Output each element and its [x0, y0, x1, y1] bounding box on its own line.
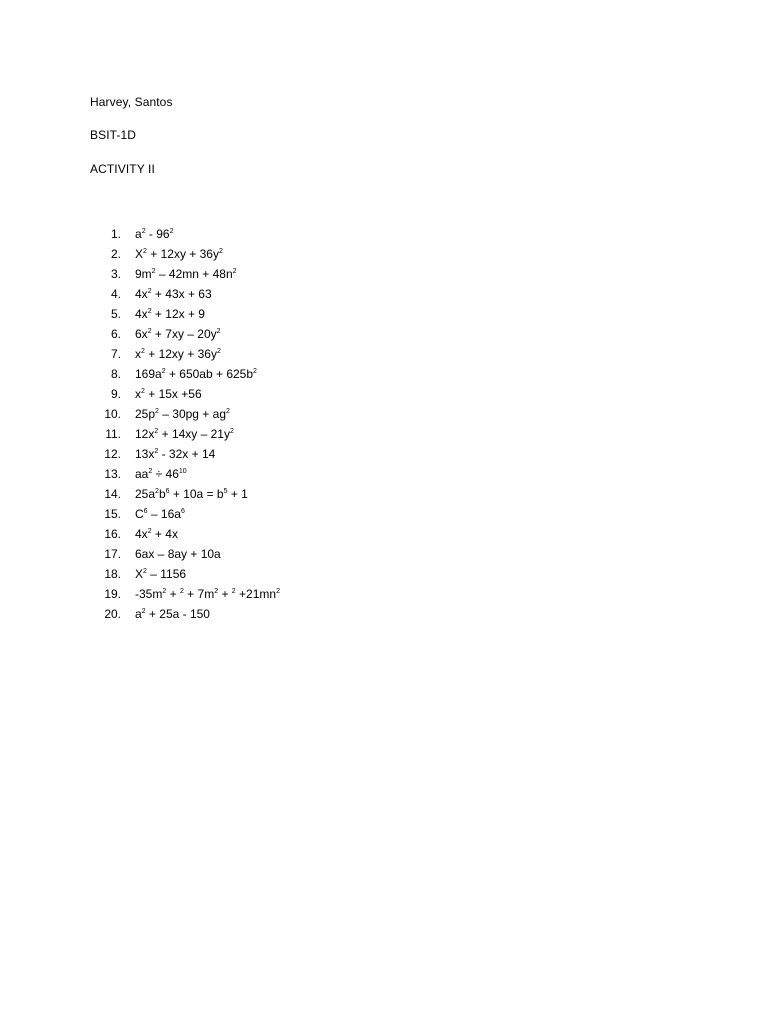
expression-term: 4x: [135, 287, 148, 301]
expression-term: + 7m: [183, 587, 215, 601]
problem-item: [90, 466, 590, 486]
exponent: 2: [141, 388, 145, 395]
expression-term: 25a: [135, 487, 156, 501]
problem-expression: [135, 286, 212, 302]
problem-expression: [135, 406, 230, 422]
problem-item: [90, 426, 590, 446]
problem-number: 2.: [110, 247, 121, 261]
activity-title: ACTIVITY II: [90, 162, 155, 176]
problem-number: 6.: [110, 327, 121, 341]
expression-term: + 12xy + 36y: [144, 347, 217, 361]
problem-expression: [135, 606, 210, 622]
expression-term: 9m: [135, 267, 152, 281]
expression-term: b: [158, 487, 166, 501]
expression-term: 4x: [135, 307, 148, 321]
expression-term: X: [135, 247, 144, 261]
expression-term: + 15x +56: [144, 387, 202, 401]
expression-term: + 10a = b: [169, 487, 224, 501]
problem-item: [90, 506, 590, 526]
expression-term: - 96: [145, 227, 170, 241]
expression-term: - 32x + 14: [158, 447, 216, 461]
expression-term: + 4x: [151, 527, 178, 541]
expression-term: aa: [135, 467, 149, 481]
problem-expression: [135, 426, 234, 442]
expression-term: – 16a: [147, 507, 181, 521]
problem-expression: [135, 246, 223, 262]
exponent: 2: [276, 588, 280, 595]
problem-item: [90, 326, 590, 346]
exponent: 2: [161, 368, 166, 375]
problem-expression: [135, 266, 237, 282]
exponent: 2: [141, 348, 145, 355]
problem-item: [90, 246, 590, 266]
expression-term: + 7xy – 20y: [151, 327, 217, 341]
problem-item: [90, 346, 590, 366]
expression-term: +21mn: [235, 587, 277, 601]
problem-expression: [135, 326, 221, 342]
problem-item: [90, 446, 590, 466]
exponent: 2: [226, 408, 230, 415]
exponent: 2: [147, 308, 152, 315]
problem-item: [90, 586, 590, 606]
problem-expression: [135, 386, 202, 402]
exponent: 2: [155, 488, 159, 495]
expression-term: +: [218, 587, 232, 601]
exponent: 2: [151, 268, 156, 275]
exponent: 2: [162, 588, 167, 595]
problem-item: [90, 566, 590, 586]
exponent: 2: [229, 428, 234, 435]
expression-term: x: [135, 387, 141, 401]
expression-term: + 12x + 9: [151, 307, 205, 321]
expression-term: + 12xy + 36y: [146, 247, 219, 261]
problem-number: 15.: [104, 507, 121, 521]
exponent: 2: [143, 568, 147, 575]
problem-number: 5.: [110, 307, 121, 321]
problem-number: 4.: [110, 287, 121, 301]
exponent: 6: [143, 508, 148, 515]
problem-number: 9.: [110, 387, 121, 401]
problem-number: 16.: [104, 527, 121, 541]
expression-term: X: [135, 567, 144, 581]
problem-number: 8.: [110, 367, 121, 381]
problem-number: 12.: [104, 447, 121, 461]
expression-term: 6ax – 8ay + 10a: [135, 547, 221, 561]
exponent: 2: [216, 348, 221, 355]
exponent: 2: [141, 608, 146, 615]
expression-term: ÷ 46: [152, 467, 179, 481]
exponent: 2: [169, 228, 174, 235]
section-label: BSIT-1D: [90, 128, 137, 142]
exponent: 5: [223, 488, 228, 495]
problem-number: 7.: [110, 347, 121, 361]
problem-number: 19.: [104, 587, 121, 601]
exponent: 2: [253, 368, 257, 375]
exponent: 2: [218, 248, 223, 255]
expression-term: – 42mn + 48n: [155, 267, 233, 281]
problem-item: [90, 386, 590, 406]
problem-number: 20.: [104, 607, 121, 621]
exponent: 2: [155, 408, 159, 415]
exponent: 2: [216, 328, 221, 335]
exponent: 2: [147, 528, 152, 535]
expression-term: 13x: [135, 447, 155, 461]
exponent: 2: [147, 288, 152, 295]
expression-term: 4x: [135, 527, 148, 541]
problem-expression: [135, 446, 215, 462]
problem-expression: [135, 506, 185, 522]
expression-term: 12x: [135, 427, 155, 441]
problem-item: [90, 486, 590, 506]
exponent: 2: [148, 468, 153, 475]
exponent: 2: [179, 588, 184, 595]
exponent: 2: [214, 588, 219, 595]
problem-item: [90, 226, 590, 246]
exponent: 2: [143, 248, 147, 255]
student-name: Harvey, Santos: [90, 95, 173, 109]
problem-number: 11.: [105, 427, 121, 441]
problem-item: [90, 546, 590, 566]
expression-term: – 30pg + ag: [158, 407, 226, 421]
expression-term: + 25a - 150: [145, 607, 210, 621]
problem-number: 1.: [110, 227, 121, 241]
problem-item: [90, 606, 590, 626]
expression-term: a: [135, 227, 142, 241]
problem-expression: [135, 586, 280, 602]
problem-item: [90, 266, 590, 286]
exponent: 2: [232, 268, 237, 275]
exponent: 2: [154, 428, 159, 435]
exponent: 10: [178, 468, 187, 475]
problem-expression: [135, 486, 248, 502]
problem-number: 13.: [104, 467, 121, 481]
exponent: 2: [154, 448, 159, 455]
problem-expression: [135, 526, 178, 542]
exponent: 6: [165, 488, 170, 495]
expression-term: + 43x + 63: [151, 287, 212, 301]
expression-term: -35m: [135, 587, 163, 601]
problem-item: [90, 286, 590, 306]
problem-expression: [135, 366, 257, 382]
problem-expression: [135, 566, 186, 582]
problem-number: 10.: [104, 407, 121, 421]
problem-number: 14.: [104, 487, 121, 501]
expression-term: a: [135, 607, 142, 621]
problem-expression: [135, 346, 221, 362]
problem-item: [90, 406, 590, 426]
problem-expression: [135, 546, 221, 562]
exponent: 6: [180, 508, 185, 515]
expression-term: – 1156: [146, 567, 187, 581]
exponent: 2: [141, 228, 146, 235]
problem-item: [90, 526, 590, 546]
problem-number: 3.: [110, 267, 121, 281]
problem-item: [90, 366, 590, 386]
expression-term: +: [166, 587, 180, 601]
expression-term: x: [135, 347, 141, 361]
problem-expression: [135, 226, 174, 242]
problem-number: 17.: [104, 547, 121, 561]
expression-term: + 1: [227, 487, 248, 501]
expression-term: + 14xy – 21y: [158, 427, 230, 441]
expression-term: C: [135, 507, 144, 521]
expression-term: + 650ab + 625b: [165, 367, 254, 381]
problem-number: 18.: [104, 567, 121, 581]
problem-item: [90, 306, 590, 326]
problem-expression: [135, 306, 205, 322]
exponent: 2: [231, 588, 236, 595]
expression-term: 6x: [135, 327, 148, 341]
problem-expression: [135, 466, 187, 482]
exponent: 2: [147, 328, 152, 335]
problem-list: [90, 226, 590, 626]
expression-term: 169a: [135, 367, 162, 381]
expression-term: 25p: [135, 407, 156, 421]
